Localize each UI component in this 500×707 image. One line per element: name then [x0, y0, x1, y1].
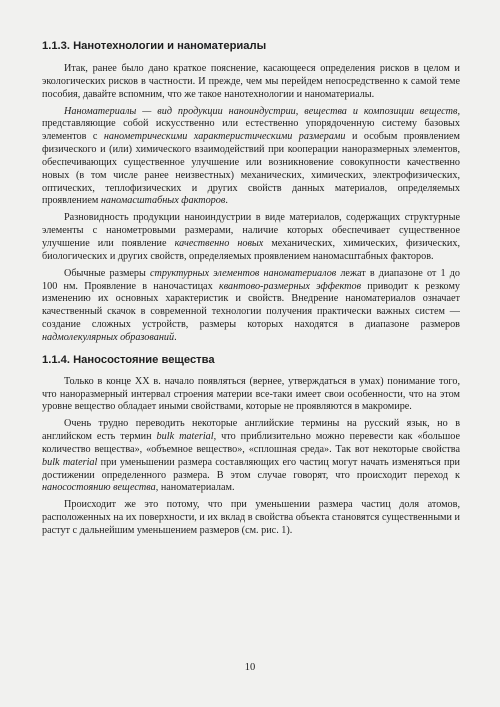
text-run: , что приблизительно можно перевести как «большое количество вещества», «объемное вещество», «сплошная среда». Так вот некоторые свойства — [42, 431, 460, 455]
text-run: . — [225, 195, 228, 207]
text-run: приводит к резкому изменению их основных характеристик и свойств. Внедрение наноматериалов означает качественный скачок в современной технологии получения практически важных систем — создание сложных устройств, размеры которых находятся в диапазоне размеров — [42, 280, 460, 331]
italic-term: наносостоянию вещества — [42, 482, 156, 494]
italic-term: bulk material — [156, 431, 214, 443]
paragraph-xx-century: Только в конце XX в. начало появляться (вернее, утверждаться в умах) понимание того, что наноразмерный интервал строения материи все-таки имеет свои особенности, что на этом уровне вещество обладает иными свойствами, которые не проявляются в макромире. — [42, 375, 460, 413]
italic-term: bulk material — [42, 456, 98, 468]
text-run: Очень трудно переводить некоторые английские термины на русский язык, но в английском есть термин — [42, 418, 460, 443]
section-heading-nanostate: 1.1.4. Наносостояние вещества — [42, 353, 215, 366]
italic-term: Наноматериалы — вид продукции наноиндустрии, вещества и композиции веществ, — [64, 105, 460, 117]
text-run: представляющие собой искусственно или естественно упорядоченную систему базовых элементов с — [42, 118, 460, 143]
text-run: и особым проявлением физического и (или) химического взаимодействий при кооперации наноразмерных элементов, обеспечивающих существенное улучшение или возникновение совокупности качественно новых (в том числе ранее неизвестных) механических, химических, электрофизических, оптических, теплофизических и других свойств данных материалов, определяемых проявлением — [42, 131, 460, 207]
section-heading-nanotechnology: 1.1.3. Нанотехнологии и наноматериалы — [42, 40, 267, 52]
text-run: механических, химических, физических, биологических и других свойств, определяемых проявлением наномасштабных факторов. — [42, 237, 460, 262]
text-run: . — [174, 331, 177, 343]
italic-term: наномасштабных факторов — [100, 195, 226, 207]
paragraph-nanomaterials-definition — [42, 106, 460, 209]
text-run: , наноматериалам. — [155, 482, 235, 494]
text-run: лежат в диапазоне от 1 до 100 нм. Проявление в наночастицах — [42, 267, 460, 292]
text-run: при уменьшении размера составляющих его частиц могут начать изменяться при достижении определенного размера. В этом случае говорят, что происходит переход к — [42, 456, 461, 481]
italic-term: квантово-размерных эффектов — [218, 280, 362, 292]
italic-term: надмолекулярных образований — [42, 331, 175, 343]
paragraph-bulk-material — [42, 418, 460, 495]
italic-term: нанометрическими характеристическими размерами — [103, 131, 346, 143]
paragraph-product-variety — [42, 212, 460, 263]
paragraph-intro: Итак, ранее было дано краткое пояснение, касающееся определения рисков в целом и экологических рисков в частности. И прежде, чем мы перейдем непосредственно к самой теме пособия, давайте вспомним, что же такое нанотехнологии и наноматериалы. — [42, 63, 460, 100]
page-content — [42, 40, 460, 542]
text-run: Разновидность продукции наноиндустрии в виде материалов, содержащих структурные элементы с нанометровыми размерами, наличие которых обеспечивает существенное улучшение или появление — [42, 212, 460, 249]
paragraph-surface-atoms: Происходит же это потому, что при уменьшении размера частиц доля атомов, расположенных на их поверхности, и их вклад в свойства объекта становятся существенными и растут с дальнейшим уменьшением размеров (см. рис. 1). — [42, 499, 460, 536]
paragraph-element-sizes — [42, 268, 460, 345]
italic-term: структурных элементов наноматериалов — [150, 267, 337, 279]
text-run: Обычные размеры — [64, 267, 150, 279]
page-number: 10 — [244, 662, 256, 673]
italic-term: качественно новых — [174, 237, 264, 249]
